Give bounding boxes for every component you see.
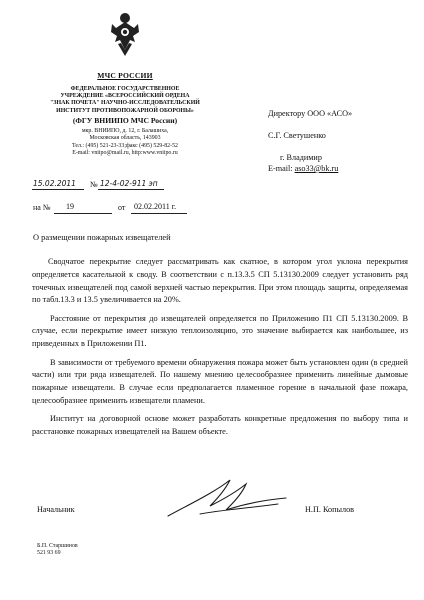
recipient-position: Директору ООО «АСО» xyxy=(268,109,353,118)
org-name-line: ИНСТИТУТ ПРОТИВОПОЖАРНОЙ ОБОРОНЫ» xyxy=(56,107,194,114)
org-name-line: УЧРЕЖДЕНИЕ «ВСЕРОССИЙСКИЙ ОРДЕНА xyxy=(60,93,190,100)
letter-subject: О размещении пожарных извещателей xyxy=(33,233,171,242)
body-paragraph: Сводчатое перекрытие следует рассматривать как скатное, в котором угол уклона перекрытия определяется касательной к своду. В соответствии с п.13.3.5 СП 5.13130.2009 следует установить ряд точечных извещателей под самой верхней частью перекрытия. При этом площадь защиты, определяемая по табл.13.3 и 13.5 увеличивается на 20%. xyxy=(32,257,408,305)
address-line: мкр. ВНИИПО, д. 12, г. Балашиха, xyxy=(81,128,169,134)
signatory-name: Н.П. Копылов xyxy=(305,505,355,514)
outgoing-number: 12-4-02-911 эп xyxy=(100,179,158,188)
executor-name: Б.П. Старшинов xyxy=(37,543,78,549)
recipient-city: г. Владимир xyxy=(280,153,322,162)
body-paragraph: Институт на договорной основе может разработать конкретные предложения по выбору типа и расстановке пожарных извещателей на Вашем объекте. xyxy=(32,414,408,437)
ref-number-prefix: № xyxy=(90,180,98,189)
address-line: E-mail: vniipo@mail.ru, http:www.vniipo.ru xyxy=(72,149,178,156)
org-name-line: "ЗНАК ПОЧЕТА" НАУЧНО-ИССЛЕДОВАТЕЛЬСКИЙ xyxy=(50,100,200,107)
letter-body xyxy=(32,256,408,444)
org-address xyxy=(20,128,230,157)
incoming-date-underline xyxy=(131,213,187,214)
body-paragraph: В зависимости от требуемого времени обнаружения пожара может быть установлен один (в средней части) или три ряда извещателей. По нашему мнению целесообразнее применить линейные дымовые пожарные извещатели. В случае если предполагается пламенное горение в начальной фазе пожара, целесообразнее применить извещатели пламени. xyxy=(32,357,408,405)
executor-block xyxy=(37,543,78,558)
recipient-email-address: aso33@bk.ru xyxy=(294,164,339,173)
date-underline xyxy=(32,189,84,190)
emchs-emblem-icon xyxy=(108,10,142,58)
org-name-line: ФЕДЕРАЛЬНОЕ ГОСУДАРСТВЕННОЕ xyxy=(70,86,180,92)
handwritten-signature xyxy=(160,474,300,522)
incoming-from-label: от xyxy=(118,203,126,212)
recipient-spacer xyxy=(268,119,418,130)
org-full-name xyxy=(20,86,230,115)
outgoing-date: 15.02.2011 xyxy=(33,179,76,188)
ministry-name: МЧС РОССИИ xyxy=(97,71,153,80)
incoming-number-underline xyxy=(54,213,112,214)
executor-phone: 521 93 69 xyxy=(37,550,61,557)
recipient-spacer xyxy=(268,141,418,152)
recipient-email: E-mail: aso33@bk.ru xyxy=(268,164,339,173)
address-line: Московская область, 143903 xyxy=(89,135,161,142)
incoming-date: 02.02.2011 г. xyxy=(134,202,177,211)
incoming-number: 19 xyxy=(66,202,74,211)
recipient-name: С.Г. Светушенко xyxy=(268,131,326,140)
body-paragraph: Расстояние от перекрытия до извещателей определяется по Приложению П1 СП 5.13130.2009. В случае, если перекрытие имеет низкую теплоизоляцию, это значение выбирается как наибольшее, из приведенных в Приложении П1. xyxy=(32,313,408,349)
recipient-block xyxy=(268,108,418,174)
incoming-prefix: на № xyxy=(33,203,51,212)
org-abbreviation: (ФГУ ВНИИПО МЧС России) xyxy=(72,116,178,125)
address-line: Тел.: (495) 521-23-33;факс (495) 529-82-52 xyxy=(72,142,178,149)
ref-number-underline xyxy=(98,189,164,190)
signatory-position: Начальник xyxy=(37,505,75,514)
